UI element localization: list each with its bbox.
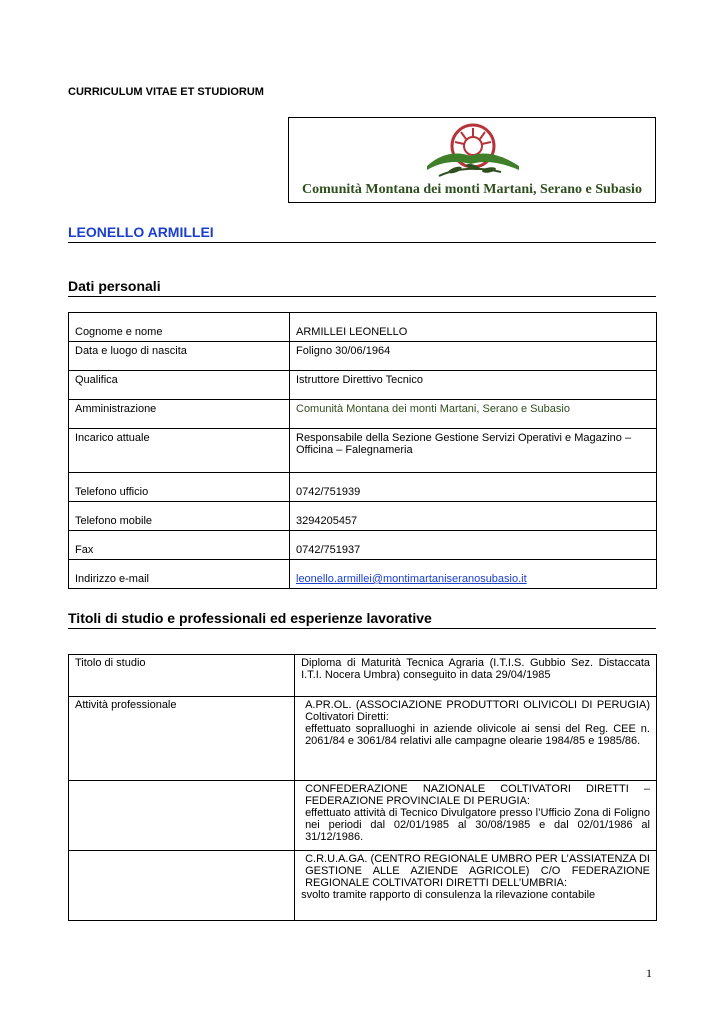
table-row xyxy=(69,531,657,560)
work-org: CONFEDERAZIONE NAZIONALE COLTIVATORI DIRETTI – FEDERAZIONE PROVINCIALE DI PERUGIA: xyxy=(305,783,650,807)
row-label: Attività professionale xyxy=(69,697,295,781)
table-row xyxy=(69,342,657,371)
table-row xyxy=(69,697,657,781)
table-row xyxy=(69,400,657,429)
table-row xyxy=(69,313,657,342)
row-value: Istruttore Direttivo Tecnico xyxy=(290,371,657,400)
table-row xyxy=(69,371,657,400)
row-label: Titolo di studio xyxy=(69,655,295,697)
personal-data-table xyxy=(68,312,657,589)
row-value: 0742/751937 xyxy=(290,531,657,560)
work-desc: svolto tramite rapporto di consulenza la rilevazione contabile xyxy=(301,889,596,901)
divider xyxy=(68,628,656,629)
divider xyxy=(68,242,656,243)
row-value: ARMILLEI LEONELLO xyxy=(290,313,657,342)
person-name-heading: LEONELLO ARMILLEI xyxy=(68,224,214,240)
table-row xyxy=(69,429,657,473)
logo-caption: Comunità Montana dei monti Martani, Serano e Subasio xyxy=(302,182,642,197)
studies-table xyxy=(68,654,657,921)
table-row xyxy=(69,781,657,851)
work-org: C.R.U.A.GA. (CENTRO REGIONALE UMBRO PER L’ASSIATENZA DI GESTIONE ALLE AZIENDE AGRICOLE) C/O FEDERAZIONE REGIONALE COLTIVATORI DIRETTI DELL’UMBRIA: xyxy=(305,853,650,889)
row-value: Foligno 30/06/1964 xyxy=(290,342,657,371)
table-row xyxy=(69,502,657,531)
email-link[interactable]: leonello.armillei@montimartaniseranosubasio.it xyxy=(296,573,527,585)
row-label: Qualifica xyxy=(69,371,290,400)
section-title-personal: Dati personali xyxy=(68,278,161,294)
row-value: 0742/751939 xyxy=(290,473,657,502)
section-title-studies: Titoli di studio e professionali ed esperienze lavorative xyxy=(68,610,432,626)
row-label: Fax xyxy=(69,531,290,560)
page-number: 1 xyxy=(646,966,652,980)
row-label: Data e luogo di nascita xyxy=(69,342,290,371)
row-value: Diploma di Maturità Tecnica Agraria (I.T.I.S. Gubbio Sez. Distaccata I.T.I. Nocera Umbra) conseguito in data 29/04/1985 xyxy=(295,655,657,697)
row-label: Telefono mobile xyxy=(69,502,290,531)
row-label: Cognome e nome xyxy=(69,313,290,342)
logo-box xyxy=(288,117,656,203)
row-value: Comunità Montana dei monti Martani, Serano e Subasio xyxy=(290,400,657,429)
divider xyxy=(68,296,656,297)
table-row xyxy=(69,851,657,921)
row-value: 3294205457 xyxy=(290,502,657,531)
work-org: A.PR.OL. (ASSOCIAZIONE PRODUTTORI OLIVICOLI DI PERUGIA) Coltivatori Diretti: xyxy=(305,699,650,723)
row-value: Responsabile della Sezione Gestione Servizi Operativi e Magazino – Officina – Falegnameria xyxy=(290,429,657,473)
row-label: Incarico attuale xyxy=(69,429,290,473)
work-desc: effettuato sopralluoghi in aziende olivicole ai sensi del Reg. CEE n. 2061/84 e 3061/84 relativi alle campagne olearie 1984/85 e 1985/86. xyxy=(305,723,650,747)
table-row xyxy=(69,655,657,697)
document-header: CURRICULUM VITAE ET STUDIORUM xyxy=(68,86,264,98)
table-row xyxy=(69,473,657,502)
row-label: Telefono ufficio xyxy=(69,473,290,502)
row-label: Amministrazione xyxy=(69,400,290,429)
row-label: Indirizzo e-mail xyxy=(69,560,290,589)
sun-hills-olive-branch-logo-icon xyxy=(425,120,521,182)
table-row xyxy=(69,560,657,589)
work-desc: effettuato attività di Tecnico Divulgatore presso l’Ufficio Zona di Foligno nei periodi dal 02/01/1985 al 30/08/1985 e dal 02/01/1986 al 31/12/1986. xyxy=(305,807,650,843)
